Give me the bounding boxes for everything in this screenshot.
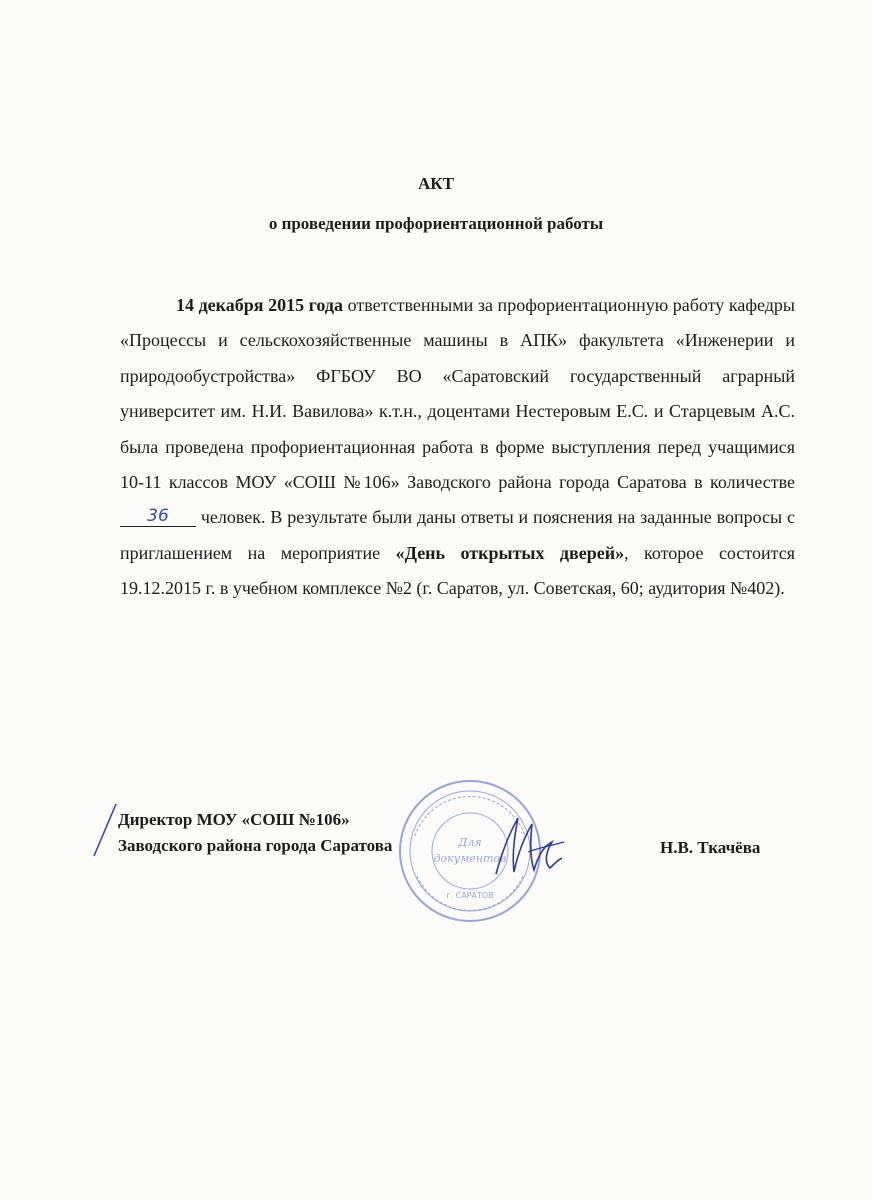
signatory-title-line-1: Директор МОУ «СОШ №106»	[118, 810, 350, 829]
handwritten-signature	[488, 812, 568, 882]
event-name: «День открытых дверей»	[395, 542, 625, 563]
document-subtitle: о проведении профориентационной работы	[268, 214, 604, 233]
svg-text:документов: документов	[433, 852, 507, 865]
participant-count-field	[120, 505, 196, 527]
svg-text:Для: Для	[458, 836, 482, 849]
document-title: АКТ	[418, 174, 454, 193]
body-text-part-2: человек. В результате были даны ответы и пояснения на заданные вопросы с приглашением на мероприятие	[120, 507, 795, 563]
participant-count: 36	[147, 506, 169, 527]
act-date: 14 декабря 2015 года	[176, 295, 343, 315]
signatory-name: Н.В. Ткачёва	[660, 838, 761, 857]
svg-text:г. САРАТОВ: г. САРАТОВ	[446, 891, 494, 900]
document-body	[120, 288, 795, 607]
signatory-title-line-2: Заводского района города Саратова	[118, 836, 393, 855]
body-text-part-3: , которое состоится 19.12.2015 г. в учебном комплексе №2 (г. Саратов, ул. Советская, 60; аудитория №402).	[120, 542, 795, 599]
body-text-part-1: ответственными за профориентационную работу кафедры «Процессы и сельскохозяйственные машины в АПК» факультета «Инженерии и природообустройства» ФГБОУ ВО «Саратовский государственный аграрный университет им. Н.И. Вавилова» к.т.н., доцентами Нестеровым Е.С. и Старцевым А.С. была проведена профориентационная работа в форме выступления перед учащимися 10-11 классов МОУ «СОШ №106» Заводского района города Саратова в количестве	[120, 295, 795, 493]
